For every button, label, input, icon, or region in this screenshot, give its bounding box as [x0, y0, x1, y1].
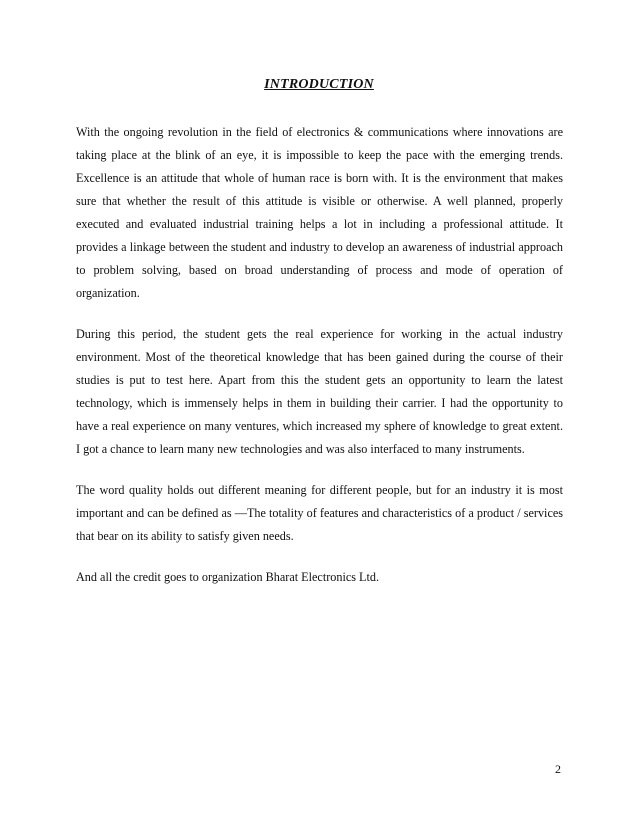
- paragraph-1: With the ongoing revolution in the field of electronics & communications where innovations are taking place at the blink of an eye, it is impossible to keep the pace with the emerging trends. Excellence is an attitude that whole of human race is born with. It is the environment that makes sure that whether the result of this attitude is visible or otherwise. A well planned, properly executed and evaluated industrial training helps a lot in including a professional attitude. It provides a linkage between the student and industry to develop an awareness of industrial approach to problem solving, based on broad understanding of process and mode of operation of organization.: [76, 125, 563, 300]
- page-title: INTRODUCTION: [264, 77, 374, 92]
- page-number: 2: [555, 762, 561, 776]
- paragraph-3: The word quality holds out different meaning for different people, but for an industry it is most important and can be defined as ―The totality of features and characteristics of a product / services that bear on its ability to satisfy given needs.: [76, 483, 563, 543]
- paragraph-4: And all the credit goes to organization Bharat Electronics Ltd.: [76, 570, 380, 584]
- paragraph-2: During this period, the student gets the real experience for working in the actual industry environment. Most of the theoretical knowledge that has been gained during the course of their studies is put to test here. Apart from this the student gets an opportunity to learn the latest technology, which is immensely helps in them in building their carrier. I had the opportunity to have a real experience on many ventures, which increased my sphere of knowledge to great extent. I got a chance to learn many new technologies and was also interfaced to many instruments.: [76, 327, 563, 456]
- body-text: [76, 121, 563, 589]
